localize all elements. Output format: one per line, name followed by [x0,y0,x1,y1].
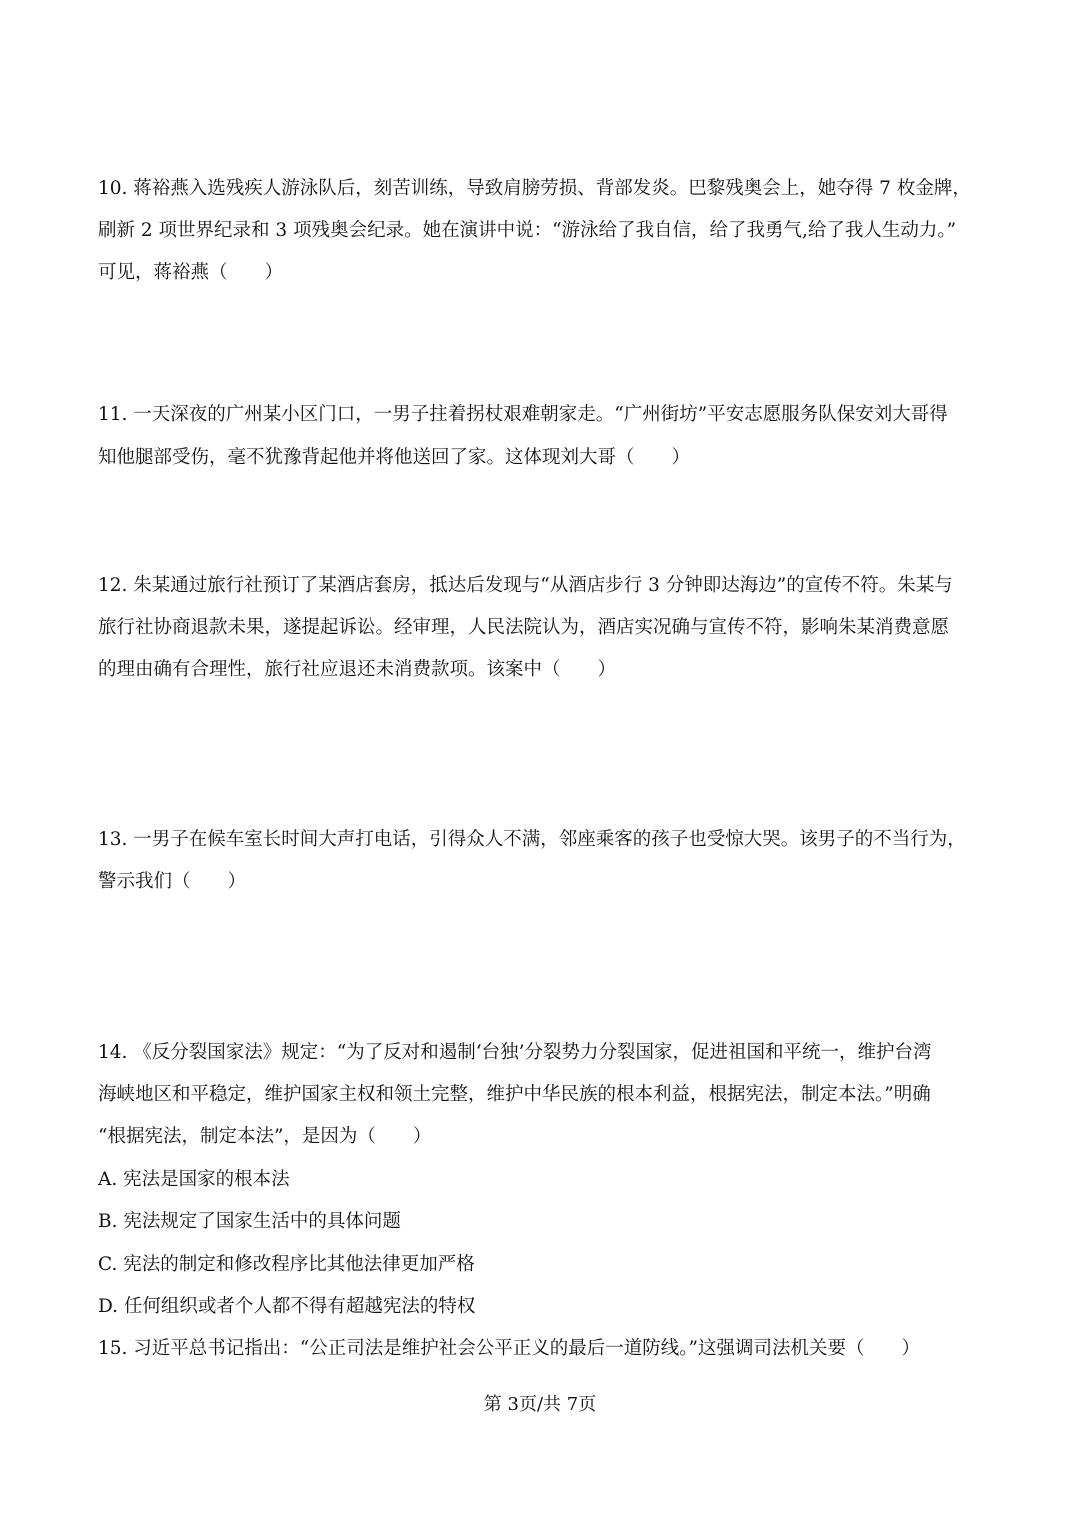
q12-stem-line-2: 旅行社协商退款未果，遂提起诉讼。经审理，人民法院认为，酒店实况确与宣传不符，影响朱某消费意愿 [98,617,950,638]
q14-option-a: A. 宪法是国家的根本法 [98,1169,290,1190]
q12-stem-line-3: 的理由确有合理性，旅行社应退还未消费款项。该案中（ ） [98,659,617,680]
q13-stem-line-1: 13. 一男子在候车室长时间大声打电话，引得众人不满，邻座乘客的孩子也受惊大哭。该男子的不当行为， [98,829,966,850]
q14-stem-line-1: 14. 《反分裂国家法》规定：“为了反对和遏制‘台独’分裂势力分裂国家，促进祖国和平统一，维护台湾 [98,1042,932,1063]
q15-stem-line-1: 15. 习近平总书记指出：“公正司法是维护社会公平正义的最后一道防线。”这强调司法机关要（ ） [98,1338,920,1359]
q13-stem-line-2: 警示我们（ ） [98,871,247,892]
q10-stem-line-3: 可见，蒋裕燕（ ） [98,262,284,283]
q11-stem-line-2: 知他腿部受伤，毫不犹豫背起他并将他送回了家。这体现刘大哥（ ） [98,447,691,468]
q14-option-b: B. 宪法规定了国家生活中的具体问题 [98,1211,401,1232]
q14-stem-line-3: “根据宪法，制定本法”，是因为（ ） [98,1126,432,1147]
q14-option-c: C. 宪法的制定和修改程序比其他法律更加严格 [98,1254,475,1275]
q10-stem-line-2: 刷新 2 项世界纪录和 3 项残奥会纪录。她在演讲中说：“游泳给了我自信，给了我勇气,给了我人生动力。” [98,220,957,241]
q10-stem-line-1: 10. 蒋裕燕入选残疾人游泳队后，刻苦训练，导致肩膀劳损、背部发炎。巴黎残奥会上，她夺得 7 枚金牌， [98,178,971,199]
q12-stem-line-1: 12. 朱某通过旅行社预订了某酒店套房，抵达后发现与“从酒店步行 3 分钟即达海边”的宣传不符。朱某与 [98,575,953,596]
page-number: 第 3页/共 7页 [483,1394,597,1415]
q14-option-d: D. 任何组织或者个人都不得有超越宪法的特权 [98,1296,476,1317]
q11-stem-line-1: 11. 一天深夜的广州某小区门口，一男子拄着拐杖艰难朝家走。“广州街坊”平安志愿服务队保安刘大哥得 [98,404,948,425]
q14-stem-line-2: 海峡地区和平稳定，维护国家主权和领土完整，维护中华民族的根本利益，根据宪法，制定本法。”明确 [98,1084,931,1105]
